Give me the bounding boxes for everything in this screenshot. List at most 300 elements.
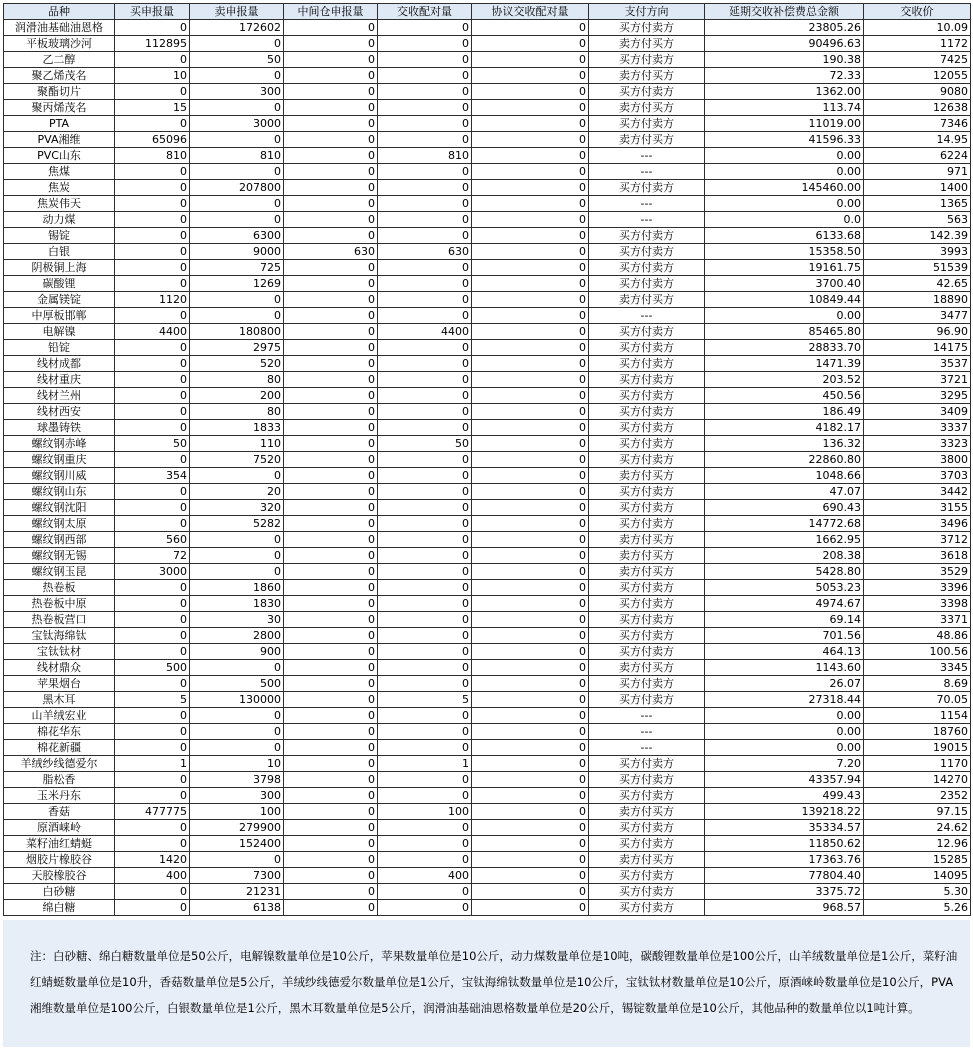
cell-buy-volume: 0 — [115, 164, 190, 180]
cell-compensation-total: 3700.40 — [705, 276, 864, 292]
cell-intermediate-volume: 0 — [284, 372, 378, 388]
cell-delivery-price: 3295 — [864, 388, 971, 404]
cell-compensation-total: 69.14 — [705, 612, 864, 628]
cell-intermediate-volume: 0 — [284, 644, 378, 660]
cell-product: 焦煤 — [4, 164, 115, 180]
cell-compensation-total: 19161.75 — [705, 260, 864, 276]
cell-payment-direction: 买方付卖方 — [589, 20, 705, 36]
cell-delivery-price: 5.26 — [864, 900, 971, 916]
cell-buy-volume: 0 — [115, 452, 190, 468]
cell-compensation-total: 145460.00 — [705, 180, 864, 196]
cell-sell-volume: 1269 — [190, 276, 284, 292]
cell-product: 阴极铜上海 — [4, 260, 115, 276]
cell-payment-direction: 买方付卖方 — [589, 644, 705, 660]
cell-sell-volume: 130000 — [190, 692, 284, 708]
cell-product: 山羊绒宏业 — [4, 708, 115, 724]
cell-compensation-total: 0.00 — [705, 308, 864, 324]
table-row — [4, 372, 971, 388]
cell-matched-volume: 0 — [378, 100, 472, 116]
cell-payment-direction: --- — [589, 164, 705, 180]
cell-delivery-price: 3371 — [864, 612, 971, 628]
cell-delivery-price: 14.95 — [864, 132, 971, 148]
cell-intermediate-volume: 0 — [284, 628, 378, 644]
cell-matched-volume: 0 — [378, 388, 472, 404]
cell-sell-volume: 180800 — [190, 324, 284, 340]
cell-payment-direction: 买方付卖方 — [589, 692, 705, 708]
cell-product: 菜籽油红蜻蜓 — [4, 836, 115, 852]
cell-sell-volume: 7520 — [190, 452, 284, 468]
cell-payment-direction: --- — [589, 708, 705, 724]
cell-intermediate-volume: 0 — [284, 180, 378, 196]
cell-payment-direction: 卖方付买方 — [589, 804, 705, 820]
cell-product: 平板玻璃沙河 — [4, 36, 115, 52]
cell-compensation-total: 1143.60 — [705, 660, 864, 676]
cell-product: 白银 — [4, 244, 115, 260]
cell-buy-volume: 65096 — [115, 132, 190, 148]
cell-product: 线材西安 — [4, 404, 115, 420]
cell-product: 绵白糖 — [4, 900, 115, 916]
col-header-sell-volume: 卖申报量 — [190, 4, 284, 20]
cell-matched-volume: 0 — [378, 452, 472, 468]
cell-matched-volume: 5 — [378, 692, 472, 708]
cell-delivery-price: 9080 — [864, 84, 971, 100]
cell-compensation-total: 139218.22 — [705, 804, 864, 820]
table-row — [4, 324, 971, 340]
cell-product: 球墨铸铁 — [4, 420, 115, 436]
cell-compensation-total: 23805.26 — [705, 20, 864, 36]
cell-sell-volume: 300 — [190, 788, 284, 804]
cell-compensation-total: 5428.80 — [705, 564, 864, 580]
cell-delivery-price: 19015 — [864, 740, 971, 756]
cell-delivery-price: 14095 — [864, 868, 971, 884]
cell-sell-volume: 30 — [190, 612, 284, 628]
cell-intermediate-volume: 0 — [284, 868, 378, 884]
table-row — [4, 852, 971, 868]
table-row — [4, 804, 971, 820]
cell-buy-volume: 0 — [115, 820, 190, 836]
cell-buy-volume: 4400 — [115, 324, 190, 340]
cell-intermediate-volume: 0 — [284, 36, 378, 52]
table-row — [4, 436, 971, 452]
cell-product: 焦炭 — [4, 180, 115, 196]
cell-product: 棉花华东 — [4, 724, 115, 740]
cell-product: 螺纹钢川威 — [4, 468, 115, 484]
cell-sell-volume: 172602 — [190, 20, 284, 36]
cell-agreement-matched-volume: 0 — [472, 484, 589, 500]
cell-agreement-matched-volume: 0 — [472, 164, 589, 180]
cell-product: 螺纹钢无锡 — [4, 548, 115, 564]
cell-product: 宝钛海绵钛 — [4, 628, 115, 644]
cell-delivery-price: 563 — [864, 212, 971, 228]
cell-buy-volume: 0 — [115, 372, 190, 388]
cell-delivery-price: 3323 — [864, 436, 971, 452]
cell-compensation-total: 26.07 — [705, 676, 864, 692]
cell-agreement-matched-volume: 0 — [472, 116, 589, 132]
cell-sell-volume: 3000 — [190, 116, 284, 132]
cell-matched-volume: 0 — [378, 836, 472, 852]
cell-matched-volume: 0 — [378, 372, 472, 388]
cell-matched-volume: 0 — [378, 596, 472, 612]
cell-agreement-matched-volume: 0 — [472, 724, 589, 740]
cell-intermediate-volume: 0 — [284, 100, 378, 116]
cell-product: 螺纹钢山东 — [4, 484, 115, 500]
cell-intermediate-volume: 0 — [284, 260, 378, 276]
cell-payment-direction: 买方付卖方 — [589, 436, 705, 452]
table-row — [4, 676, 971, 692]
cell-matched-volume: 0 — [378, 564, 472, 580]
cell-compensation-total: 690.43 — [705, 500, 864, 516]
table-row — [4, 468, 971, 484]
cell-payment-direction: 买方付卖方 — [589, 372, 705, 388]
cell-payment-direction: 卖方付买方 — [589, 564, 705, 580]
cell-agreement-matched-volume: 0 — [472, 772, 589, 788]
table-row — [4, 276, 971, 292]
cell-sell-volume: 320 — [190, 500, 284, 516]
cell-intermediate-volume: 0 — [284, 164, 378, 180]
cell-product: 热卷板中原 — [4, 596, 115, 612]
cell-payment-direction: 卖方付买方 — [589, 548, 705, 564]
cell-intermediate-volume: 0 — [284, 820, 378, 836]
cell-payment-direction: 买方付卖方 — [589, 244, 705, 260]
cell-sell-volume: 7300 — [190, 868, 284, 884]
cell-matched-volume: 0 — [378, 884, 472, 900]
cell-intermediate-volume: 0 — [284, 420, 378, 436]
cell-buy-volume: 112895 — [115, 36, 190, 52]
cell-sell-volume: 0 — [190, 292, 284, 308]
cell-product: 锡锭 — [4, 228, 115, 244]
cell-agreement-matched-volume: 0 — [472, 804, 589, 820]
col-header-delivery-price: 交收价 — [864, 4, 971, 20]
cell-matched-volume: 0 — [378, 420, 472, 436]
cell-agreement-matched-volume: 0 — [472, 708, 589, 724]
cell-compensation-total: 47.07 — [705, 484, 864, 500]
cell-payment-direction: --- — [589, 196, 705, 212]
cell-intermediate-volume: 0 — [284, 580, 378, 596]
cell-matched-volume: 0 — [378, 276, 472, 292]
cell-sell-volume: 200 — [190, 388, 284, 404]
cell-compensation-total: 85465.80 — [705, 324, 864, 340]
cell-delivery-price: 96.90 — [864, 324, 971, 340]
cell-intermediate-volume: 0 — [284, 68, 378, 84]
cell-product: 白砂糖 — [4, 884, 115, 900]
table-row — [4, 772, 971, 788]
cell-agreement-matched-volume: 0 — [472, 644, 589, 660]
cell-intermediate-volume: 0 — [284, 116, 378, 132]
cell-compensation-total: 1471.39 — [705, 356, 864, 372]
table-row — [4, 20, 971, 36]
cell-compensation-total: 0.0 — [705, 212, 864, 228]
cell-buy-volume: 0 — [115, 260, 190, 276]
cell-matched-volume: 0 — [378, 292, 472, 308]
cell-payment-direction: 买方付卖方 — [589, 276, 705, 292]
cell-buy-volume: 0 — [115, 356, 190, 372]
cell-product: PTA — [4, 116, 115, 132]
cell-product: 脂松香 — [4, 772, 115, 788]
cell-delivery-price: 1170 — [864, 756, 971, 772]
cell-intermediate-volume: 0 — [284, 52, 378, 68]
cell-matched-volume: 0 — [378, 52, 472, 68]
cell-matched-volume: 0 — [378, 484, 472, 500]
cell-compensation-total: 35334.57 — [705, 820, 864, 836]
cell-compensation-total: 27318.44 — [705, 692, 864, 708]
cell-payment-direction: 买方付卖方 — [589, 452, 705, 468]
cell-product: 天胶橡胶谷 — [4, 868, 115, 884]
cell-compensation-total: 0.00 — [705, 740, 864, 756]
cell-buy-volume: 0 — [115, 900, 190, 916]
cell-sell-volume: 900 — [190, 644, 284, 660]
cell-intermediate-volume: 0 — [284, 276, 378, 292]
cell-matched-volume: 0 — [378, 548, 472, 564]
cell-intermediate-volume: 0 — [284, 388, 378, 404]
cell-intermediate-volume: 0 — [284, 308, 378, 324]
col-header-agreement-matched-volume: 协议交收配对量 — [472, 4, 589, 20]
table-row — [4, 548, 971, 564]
cell-buy-volume: 354 — [115, 468, 190, 484]
cell-product: 线材兰州 — [4, 388, 115, 404]
cell-delivery-price: 3398 — [864, 596, 971, 612]
table-row — [4, 132, 971, 148]
cell-buy-volume: 0 — [115, 212, 190, 228]
cell-payment-direction: 买方付卖方 — [589, 772, 705, 788]
cell-agreement-matched-volume: 0 — [472, 244, 589, 260]
cell-matched-volume: 0 — [378, 852, 472, 868]
cell-matched-volume: 0 — [378, 132, 472, 148]
cell-payment-direction: 买方付卖方 — [589, 756, 705, 772]
cell-product: 铅锭 — [4, 340, 115, 356]
cell-compensation-total: 464.13 — [705, 644, 864, 660]
cell-payment-direction: 卖方付买方 — [589, 68, 705, 84]
cell-delivery-price: 3800 — [864, 452, 971, 468]
cell-intermediate-volume: 0 — [284, 900, 378, 916]
table-row — [4, 660, 971, 676]
cell-compensation-total: 1048.66 — [705, 468, 864, 484]
cell-payment-direction: --- — [589, 148, 705, 164]
cell-sell-volume: 0 — [190, 68, 284, 84]
cell-product: 中厚板邯郸 — [4, 308, 115, 324]
cell-sell-volume: 10 — [190, 756, 284, 772]
cell-payment-direction: 卖方付买方 — [589, 660, 705, 676]
cell-agreement-matched-volume: 0 — [472, 468, 589, 484]
cell-intermediate-volume: 0 — [284, 548, 378, 564]
cell-product: 棉花新疆 — [4, 740, 115, 756]
cell-agreement-matched-volume: 0 — [472, 20, 589, 36]
cell-matched-volume: 0 — [378, 36, 472, 52]
cell-agreement-matched-volume: 0 — [472, 324, 589, 340]
cell-sell-volume: 9000 — [190, 244, 284, 260]
cell-product: 螺纹钢玉昆 — [4, 564, 115, 580]
table-row — [4, 740, 971, 756]
table-row — [4, 292, 971, 308]
cell-buy-volume: 560 — [115, 532, 190, 548]
cell-delivery-price: 3337 — [864, 420, 971, 436]
table-row — [4, 52, 971, 68]
cell-delivery-price: 8.69 — [864, 676, 971, 692]
cell-intermediate-volume: 0 — [284, 148, 378, 164]
cell-payment-direction: 买方付卖方 — [589, 228, 705, 244]
cell-compensation-total: 43357.94 — [705, 772, 864, 788]
cell-matched-volume: 0 — [378, 468, 472, 484]
table-row — [4, 628, 971, 644]
cell-payment-direction: 买方付卖方 — [589, 596, 705, 612]
cell-agreement-matched-volume: 0 — [472, 180, 589, 196]
cell-agreement-matched-volume: 0 — [472, 740, 589, 756]
table-row — [4, 836, 971, 852]
cell-matched-volume: 0 — [378, 676, 472, 692]
table-row — [4, 756, 971, 772]
cell-intermediate-volume: 0 — [284, 292, 378, 308]
cell-agreement-matched-volume: 0 — [472, 612, 589, 628]
cell-compensation-total: 11019.00 — [705, 116, 864, 132]
cell-sell-volume: 1830 — [190, 596, 284, 612]
cell-delivery-price: 10.09 — [864, 20, 971, 36]
cell-payment-direction: --- — [589, 724, 705, 740]
cell-intermediate-volume: 0 — [284, 84, 378, 100]
table-row — [4, 644, 971, 660]
cell-buy-volume: 0 — [115, 52, 190, 68]
table-row — [4, 708, 971, 724]
cell-delivery-price: 3712 — [864, 532, 971, 548]
cell-buy-volume: 1 — [115, 756, 190, 772]
cell-payment-direction: 买方付卖方 — [589, 84, 705, 100]
cell-agreement-matched-volume: 0 — [472, 756, 589, 772]
cell-delivery-price: 3155 — [864, 500, 971, 516]
cell-product: 螺纹钢重庆 — [4, 452, 115, 468]
table-header-row — [4, 4, 971, 20]
cell-agreement-matched-volume: 0 — [472, 340, 589, 356]
cell-sell-volume: 0 — [190, 468, 284, 484]
cell-delivery-price: 1400 — [864, 180, 971, 196]
cell-payment-direction: 买方付卖方 — [589, 356, 705, 372]
footnote: 注：白砂糖、绵白糖数量单位是50公斤，电解镍数量单位是10公斤，苹果数量单位是10公斤，动力煤数量单位是10吨，碳酸锂数量单位是100公斤，山羊绒数量单位是1公斤，菜籽油红蜻蜓数量单位是10升，香菇数量单位是5公斤，羊绒纱线德爱尔数量单位是1公斤，宝钛海绵钛数量单位是10公斤，宝钛钛材数量单位是10公斤，原酒崃岭数量单位是10公斤，PVA湘维数量单位是100公斤，白银数量单位是1公斤，黑木耳数量单位是5公斤，润滑油基础油恩格数量单位是20公斤，锡锭数量单位是10公斤，其他品种的数量单位以1吨计算。 — [3, 920, 970, 1047]
cell-payment-direction: 买方付卖方 — [589, 580, 705, 596]
cell-compensation-total: 7.20 — [705, 756, 864, 772]
cell-intermediate-volume: 0 — [284, 228, 378, 244]
cell-buy-volume: 0 — [115, 740, 190, 756]
cell-sell-volume: 6138 — [190, 900, 284, 916]
table-row — [4, 724, 971, 740]
cell-delivery-price: 2352 — [864, 788, 971, 804]
cell-sell-volume: 5282 — [190, 516, 284, 532]
cell-payment-direction: 买方付卖方 — [589, 788, 705, 804]
cell-compensation-total: 968.57 — [705, 900, 864, 916]
cell-delivery-price: 3345 — [864, 660, 971, 676]
cell-payment-direction: 买方付卖方 — [589, 676, 705, 692]
cell-buy-volume: 0 — [115, 644, 190, 660]
cell-buy-volume: 0 — [115, 308, 190, 324]
cell-matched-volume: 0 — [378, 500, 472, 516]
cell-payment-direction: 买方付卖方 — [589, 868, 705, 884]
cell-product: 焦炭伟天 — [4, 196, 115, 212]
cell-payment-direction: 卖方付买方 — [589, 532, 705, 548]
table-row — [4, 308, 971, 324]
cell-buy-volume: 0 — [115, 420, 190, 436]
table-row — [4, 868, 971, 884]
cell-compensation-total: 203.52 — [705, 372, 864, 388]
cell-matched-volume: 0 — [378, 84, 472, 100]
cell-sell-volume: 0 — [190, 212, 284, 228]
cell-product: 金属镁锭 — [4, 292, 115, 308]
cell-buy-volume: 0 — [115, 500, 190, 516]
cell-sell-volume: 0 — [190, 740, 284, 756]
cell-product: 玉米丹东 — [4, 788, 115, 804]
table-row — [4, 68, 971, 84]
cell-agreement-matched-volume: 0 — [472, 820, 589, 836]
cell-matched-volume: 4400 — [378, 324, 472, 340]
cell-intermediate-volume: 0 — [284, 708, 378, 724]
cell-sell-volume: 0 — [190, 660, 284, 676]
cell-agreement-matched-volume: 0 — [472, 212, 589, 228]
table-row — [4, 900, 971, 916]
cell-payment-direction: 卖方付买方 — [589, 468, 705, 484]
cell-product: 黑木耳 — [4, 692, 115, 708]
cell-matched-volume: 0 — [378, 532, 472, 548]
cell-matched-volume: 0 — [378, 708, 472, 724]
cell-buy-volume: 0 — [115, 404, 190, 420]
cell-compensation-total: 190.38 — [705, 52, 864, 68]
cell-agreement-matched-volume: 0 — [472, 692, 589, 708]
cell-product: 聚酯切片 — [4, 84, 115, 100]
cell-product: 线材重庆 — [4, 372, 115, 388]
cell-delivery-price: 3409 — [864, 404, 971, 420]
cell-intermediate-volume: 0 — [284, 468, 378, 484]
cell-intermediate-volume: 0 — [284, 660, 378, 676]
cell-delivery-price: 142.39 — [864, 228, 971, 244]
cell-intermediate-volume: 0 — [284, 452, 378, 468]
cell-intermediate-volume: 0 — [284, 836, 378, 852]
cell-sell-volume: 300 — [190, 84, 284, 100]
cell-intermediate-volume: 0 — [284, 740, 378, 756]
table-row — [4, 532, 971, 548]
cell-buy-volume: 0 — [115, 84, 190, 100]
cell-payment-direction: 买方付卖方 — [589, 836, 705, 852]
cell-payment-direction: 买方付卖方 — [589, 52, 705, 68]
cell-delivery-price: 14175 — [864, 340, 971, 356]
cell-buy-volume: 0 — [115, 788, 190, 804]
cell-delivery-price: 70.05 — [864, 692, 971, 708]
cell-matched-volume: 0 — [378, 820, 472, 836]
cell-compensation-total: 41596.33 — [705, 132, 864, 148]
cell-agreement-matched-volume: 0 — [472, 36, 589, 52]
cell-intermediate-volume: 0 — [284, 884, 378, 900]
cell-agreement-matched-volume: 0 — [472, 100, 589, 116]
cell-payment-direction: 买方付卖方 — [589, 628, 705, 644]
cell-payment-direction: 买方付卖方 — [589, 484, 705, 500]
cell-sell-volume: 110 — [190, 436, 284, 452]
cell-sell-volume: 2975 — [190, 340, 284, 356]
cell-agreement-matched-volume: 0 — [472, 548, 589, 564]
cell-delivery-price: 12.96 — [864, 836, 971, 852]
table-body — [4, 20, 971, 916]
cell-compensation-total: 0.00 — [705, 148, 864, 164]
table-row — [4, 788, 971, 804]
cell-product: 线材成都 — [4, 356, 115, 372]
cell-sell-volume: 2800 — [190, 628, 284, 644]
cell-buy-volume: 0 — [115, 708, 190, 724]
cell-sell-volume: 0 — [190, 708, 284, 724]
delivery-table — [3, 3, 971, 916]
cell-sell-volume: 0 — [190, 164, 284, 180]
cell-delivery-price: 3703 — [864, 468, 971, 484]
cell-intermediate-volume: 0 — [284, 20, 378, 36]
cell-agreement-matched-volume: 0 — [472, 388, 589, 404]
cell-payment-direction: 买方付卖方 — [589, 500, 705, 516]
cell-buy-volume: 5 — [115, 692, 190, 708]
cell-sell-volume: 0 — [190, 724, 284, 740]
cell-intermediate-volume: 0 — [284, 404, 378, 420]
cell-delivery-price: 971 — [864, 164, 971, 180]
cell-sell-volume: 0 — [190, 532, 284, 548]
cell-agreement-matched-volume: 0 — [472, 660, 589, 676]
